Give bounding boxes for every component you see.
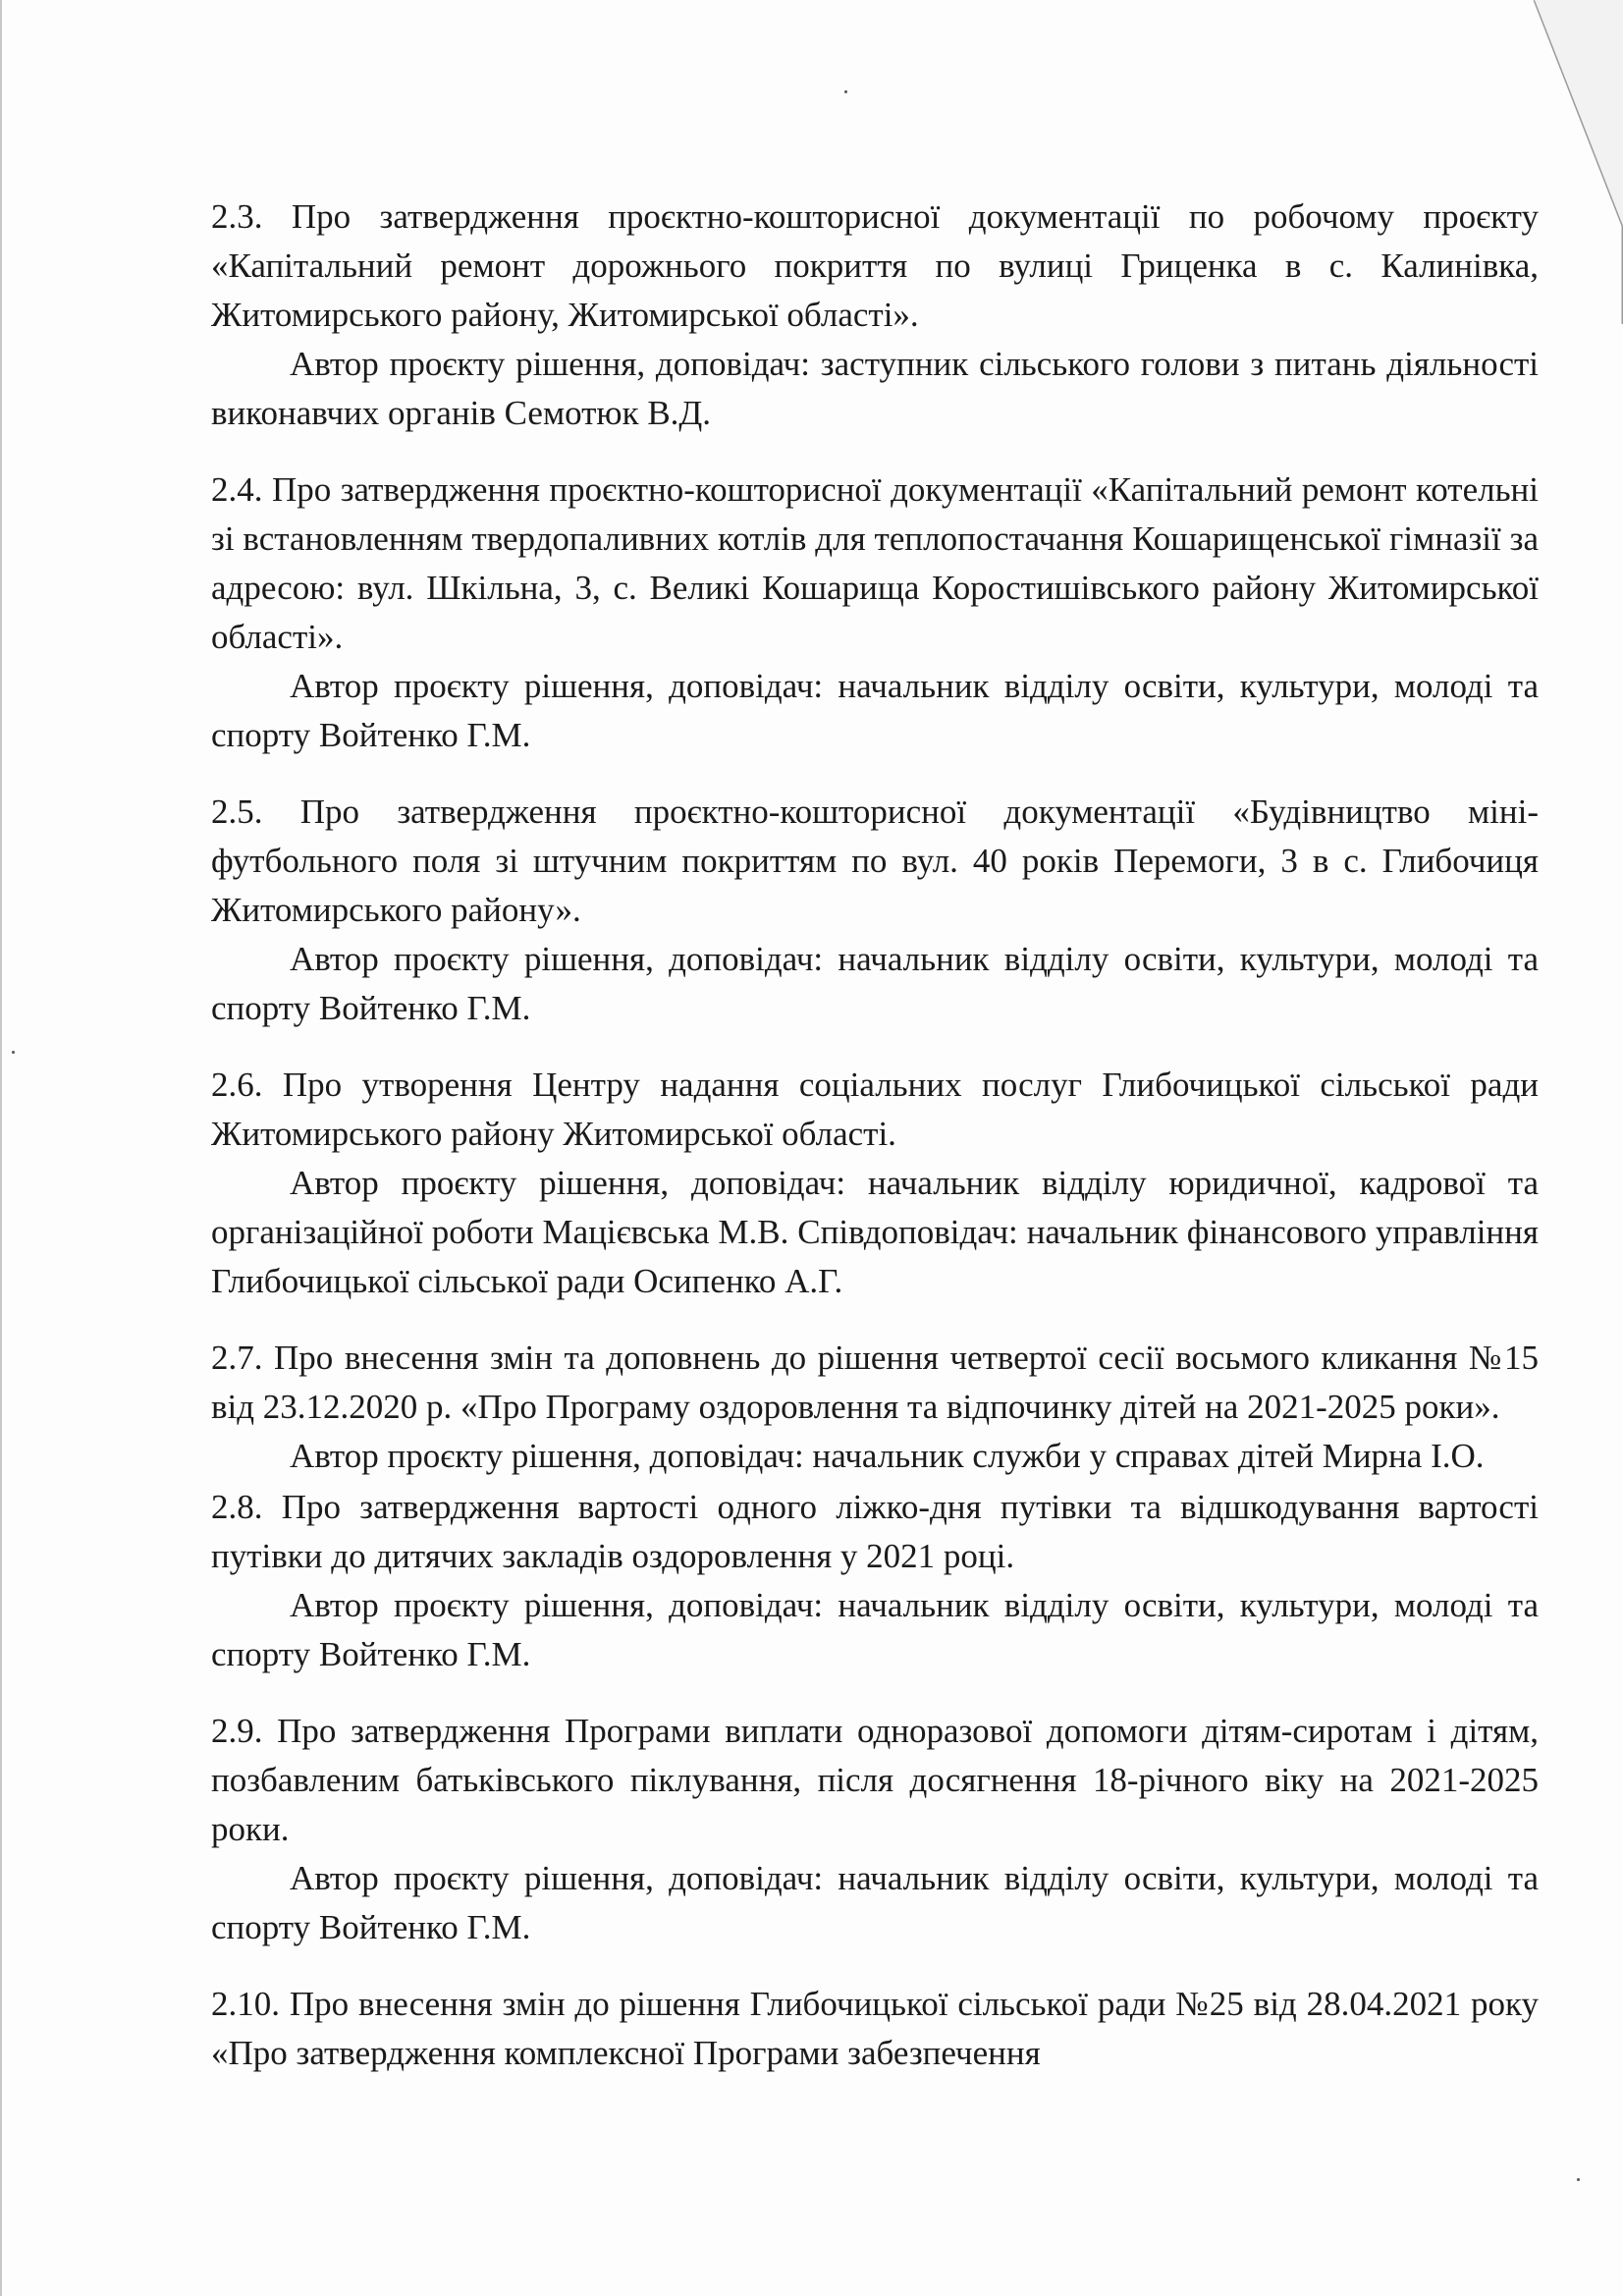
agenda-item-author: Автор проєкту рішення, доповідач: начальник відділу освіти, культури, молоді та спорту Войтенко Г.М. [211,1586,1539,1673]
agenda-item-author: Автор проєкту рішення, доповідач: начальник служби у справах дітей Мирна І.О. [290,1437,1485,1475]
agenda-item-author: Автор проєкту рішення, доповідач: начальник відділу освіти, культури, молоді та спорту Войтенко Г.М. [211,667,1539,754]
agenda-item-author: Автор проєкту рішення, доповідач: начальник відділу освіти, культури, молоді та спорту Войтенко Г.М. [211,940,1539,1027]
agenda-item-author: Автор проєкту рішення, доповідач: начальник відділу освіти, культури, молоді та спорту Войтенко Г.М. [211,1859,1539,1946]
agenda-item [211,1483,1539,1679]
agenda-item [211,1707,1539,1952]
agenda-item-heading: 2.7. Про внесення змін та доповнень до рішення четвертої сесії восьмого кликання №15 від 23.12.2020 р. «Про Програму оздоровлення та відпочинку дітей на 2021-2025 роки». [211,1339,1539,1426]
agenda-item [211,1061,1539,1306]
agenda-item [211,192,1539,438]
agenda-item [211,788,1539,1033]
agenda-item-heading: 2.8. Про затвердження вартості одного ліжко-дня путівки та відшкодування вартості путівки до дитячих закладів оздоровлення у 2021 році. [211,1488,1539,1575]
agenda-item-heading: 2.3. Про затвердження проєктно-кошторисної документації по робочому проєкту «Капітальний ремонт дорожнього покриття по вулиці Гриценка в с. Калинівка, Житомирського району, Житомирської області». [211,197,1539,334]
agenda-item-heading: 2.9. Про затвердження Програми виплати одноразової допомоги дітям-сиротам і дітям, позбавленим батьківського піклування, після досягнення 18-річного віку на 2021-2025 роки. [211,1712,1539,1848]
agenda-item [211,1334,1539,1481]
agenda-item [211,465,1539,760]
agenda-item-author: Автор проєкту рішення, доповідач: заступник сільського голови з питань діяльності виконавчих органів Семотюк В.Д. [211,345,1539,432]
agenda-item [211,1980,1539,2078]
scan-speck [1577,2178,1580,2181]
agenda-list [211,192,1539,2105]
scan-speck [844,90,847,93]
agenda-item-heading: 2.4. Про затвердження проєктно-кошторисної документації «Капітальний ремонт котельні зі встановленням твердопаливних котлів для теплопостачання Кошарищенської гімназії за адресою: вул. Шкільна, 3, с. Великі Кошарища Коростишівського району Житомирської області». [211,470,1539,656]
agenda-item-heading: 2.6. Про утворення Центру надання соціальних послуг Глибочицької сільської ради Житомирського району Житомирської області. [211,1066,1539,1153]
agenda-item-heading: 2.10. Про внесення змін до рішення Глибочицької сільської ради №25 від 28.04.2021 року «Про затвердження комплексної Програми забезпечення [211,1985,1539,2072]
scan-edge-mark [0,0,6,2296]
agenda-item-heading: 2.5. Про затвердження проєктно-кошторисної документації «Будівництво міні-футбольного поля зі штучним покриттям по вул. 40 років Перемоги, 3 в с. Глибочиця Житомирського району». [211,793,1539,929]
scan-speck [12,1051,15,1054]
agenda-item-author: Автор проєкту рішення, доповідач: начальник відділу юридичної, кадрової та організаційної роботи Мацієвська М.В. Співдоповідач: начальник фінансового управління Глибочицької сільської ради Осипенко А.Г. [211,1164,1539,1300]
